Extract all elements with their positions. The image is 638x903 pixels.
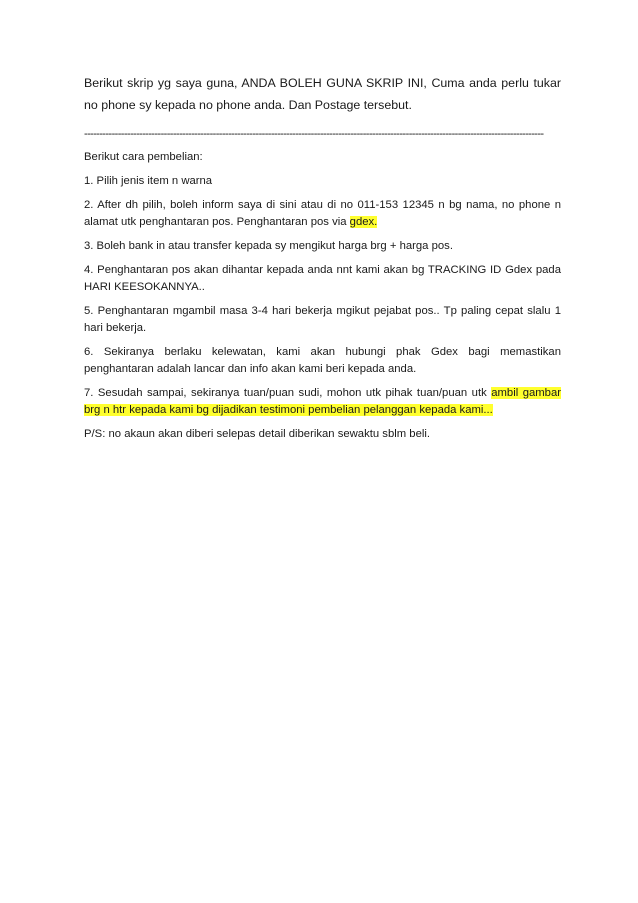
step-4: 4. Penghantaran pos akan dihantar kepada anda nnt kami akan bg TRACKING ID Gdex pada HARI KEESOKANNYA.. <box>84 264 561 293</box>
dashed-divider: ------------------------------------------------------------------------------------------------------------------------------------------------------ <box>84 128 544 140</box>
step-1: 1. Pilih jenis item n warna <box>84 175 213 187</box>
step-2-highlight: gdex. <box>349 216 378 228</box>
step-7 <box>84 385 561 419</box>
section-heading: Berikut cara pembelian: <box>84 151 203 163</box>
step-2-text: 2. After dh pilih, boleh inform saya di sini atau di no 011-153 12345 n bg nama, no phone n alamat utk penghantaran pos. Penghantaran pos via <box>84 199 561 228</box>
step-2 <box>84 197 561 231</box>
step-5: 5. Penghantaran mgambil masa 3-4 hari bekerja mgikut pejabat pos.. Tp paling cepat slalu 1 hari bekerja. <box>84 305 561 334</box>
step-7-highlight: ambil gambar brg n htr kepada kami bg dijadikan testimoni pembelian pelanggan kepada kami... <box>84 387 561 416</box>
intro-paragraph: Berikut skrip yg saya guna, ANDA BOLEH GUNA SKRIP INI, Cuma anda perlu tukar no phone sy kepada no phone anda. Dan Postage tersebut. <box>84 76 561 112</box>
ps-note: P/S: no akaun akan diberi selepas detail diberikan sewaktu sblm beli. <box>84 428 431 440</box>
step-3: 3. Boleh bank in atau transfer kepada sy mengikut harga brg + harga pos. <box>84 240 453 252</box>
step-7-text: 7. Sesudah sampai, sekiranya tuan/puan sudi, mohon utk pihak tuan/puan utk <box>84 387 492 399</box>
document-page <box>84 72 561 443</box>
step-6: 6. Sekiranya berlaku kelewatan, kami akan hubungi phak Gdex bagi memastikan penghantaran adalah lancar dan info akan kami beri kepada anda. <box>84 346 561 375</box>
